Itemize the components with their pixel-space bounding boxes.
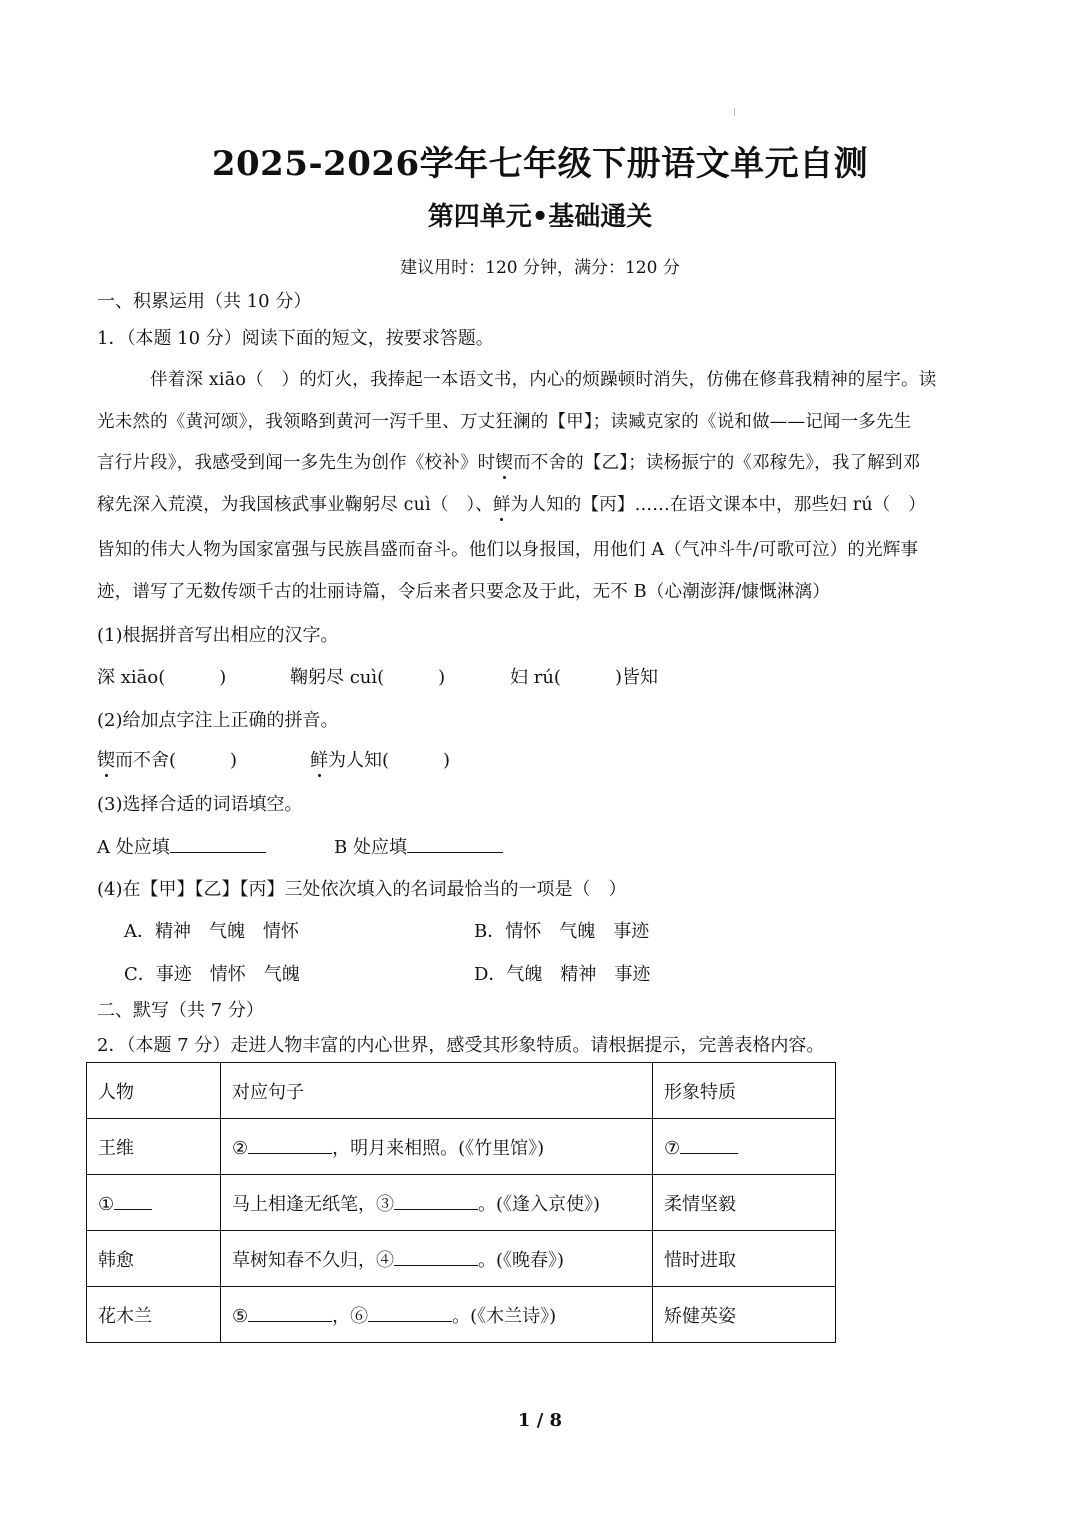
sub-question-4-prompt: (4)在【甲】【乙】【丙】三处依次填入的名词最恰当的一项是（ ） xyxy=(97,879,627,900)
sub1-item-3: 妇 rú( )皆知 xyxy=(510,667,658,688)
dotted-char: 鲜 xyxy=(492,495,511,515)
sub3-a-fill: A 处应填 xyxy=(97,833,266,859)
cell-trait: ⑦ xyxy=(653,1119,836,1175)
sub2-item-2: 鲜为人知( ) xyxy=(310,750,451,771)
cell-trait: 柔情坚毅 xyxy=(653,1175,836,1231)
table-header-row xyxy=(87,1063,836,1119)
option-d[interactable]: D．气魄 精神 事迹 xyxy=(474,964,651,985)
page-title: 2025-2026学年七年级下册语文单元自测 xyxy=(211,144,869,184)
header-person: 人物 xyxy=(87,1063,221,1119)
passage-line-6: 迹，谱写了无数传颂千古的壮丽诗篇，令后来者只要念及于此，无不 B（心潮澎湃/慷慨淋漓） xyxy=(97,582,830,602)
answer-blank[interactable] xyxy=(368,1303,452,1322)
cell-trait: 矫健英姿 xyxy=(653,1287,836,1343)
dotted-char: 锲 xyxy=(495,453,514,473)
cell-person: ① xyxy=(87,1175,221,1231)
answer-blank[interactable] xyxy=(394,1191,478,1210)
cell-person: 王维 xyxy=(87,1119,221,1175)
cell-sentence: 草树知春不久归，④ 。(《晚春》) xyxy=(221,1231,653,1287)
table-row xyxy=(87,1119,836,1175)
sub3-b-fill: B 处应填 xyxy=(334,833,503,859)
sub-question-1-prompt: (1)根据拼音写出相应的汉字。 xyxy=(97,625,339,646)
answer-blank[interactable] xyxy=(248,1303,332,1322)
table-row xyxy=(87,1287,836,1343)
header-sentence: 对应句子 xyxy=(221,1063,653,1119)
cell-sentence: 马上相逢无纸笔，③ 。(《逢入京使》) xyxy=(221,1175,653,1231)
cell-sentence: ⑤ ，⑥ 。(《木兰诗》) xyxy=(221,1287,653,1343)
passage-line-1: 伴着深 xiāo（ ）的灯火，我捧起一本语文书，内心的烦躁顿时消失，仿佛在修葺我精神的屋宇。读 xyxy=(150,370,937,390)
sub2-item-1: 锲而不舍( ) xyxy=(97,750,238,771)
answer-blank[interactable] xyxy=(394,1247,478,1266)
cell-person: 韩愈 xyxy=(87,1231,221,1287)
scan-mark xyxy=(734,108,735,116)
cell-trait: 惜时进取 xyxy=(653,1231,836,1287)
sub1-item-2: 鞠躬尽 cuì( ) xyxy=(290,667,446,688)
page-number: 1 / 8 xyxy=(517,1410,563,1431)
option-b[interactable]: B．情怀 气魄 事迹 xyxy=(474,921,650,942)
section-heading-1: 一、积累运用（共 10 分） xyxy=(97,291,312,312)
option-a[interactable]: A．精神 气魄 情怀 xyxy=(124,921,299,942)
answer-table xyxy=(86,1062,836,1343)
cell-person: 花木兰 xyxy=(87,1287,221,1343)
page-subtitle: 第四单元•基础通关 xyxy=(427,202,653,232)
question-2-stem: 2．（本题 7 分）走进人物丰富的内心世界，感受其形象特质。请根据提示，完善表格内容。 xyxy=(97,1035,825,1056)
passage-line-3: 言行片段》，我感受到闻一多先生为创作《校补》时锲而不舍的【乙】；读杨振宁的《邓稼先》，我了解到邓 xyxy=(97,453,921,473)
answer-blank[interactable] xyxy=(407,834,503,853)
passage-line-4: 稼先深入荒漠，为我国核武事业鞠躬尽 cuì（ ）、鲜为人知的【丙】……在语文课本中，那些妇 rú（ ） xyxy=(97,495,926,515)
answer-blank[interactable] xyxy=(114,1191,152,1210)
time-info: 建议用时：120 分钟，满分：120 分 xyxy=(400,258,680,278)
answer-blank[interactable] xyxy=(680,1135,738,1154)
table-row xyxy=(87,1175,836,1231)
passage-line-2: 光未然的《黄河颂》，我领略到黄河一泻千里、万丈狂澜的【甲】；读臧克家的《说和做——记闻一多先生 xyxy=(97,412,912,432)
option-c[interactable]: C．事迹 情怀 气魄 xyxy=(124,964,300,985)
sub-question-2-prompt: (2)给加点字注上正确的拼音。 xyxy=(97,710,339,731)
header-trait: 形象特质 xyxy=(653,1063,836,1119)
answer-blank[interactable] xyxy=(248,1135,332,1154)
sub1-item-1: 深 xiāo( ) xyxy=(97,667,227,688)
sub-question-3-prompt: (3)选择合适的词语填空。 xyxy=(97,794,303,815)
passage-line-5: 皆知的伟大人物为国家富强与民族昌盛而奋斗。他们以身报国，用他们 A（气冲斗牛/可歌可泣）的光辉事 xyxy=(97,540,919,560)
question-1-stem: 1．（本题 10 分）阅读下面的短文，按要求答题。 xyxy=(97,328,494,349)
cell-sentence: ② ，明月来相照。(《竹里馆》) xyxy=(221,1119,653,1175)
section-heading-2: 二、默写（共 7 分） xyxy=(97,1000,264,1021)
table-row xyxy=(87,1231,836,1287)
answer-blank[interactable] xyxy=(170,834,266,853)
